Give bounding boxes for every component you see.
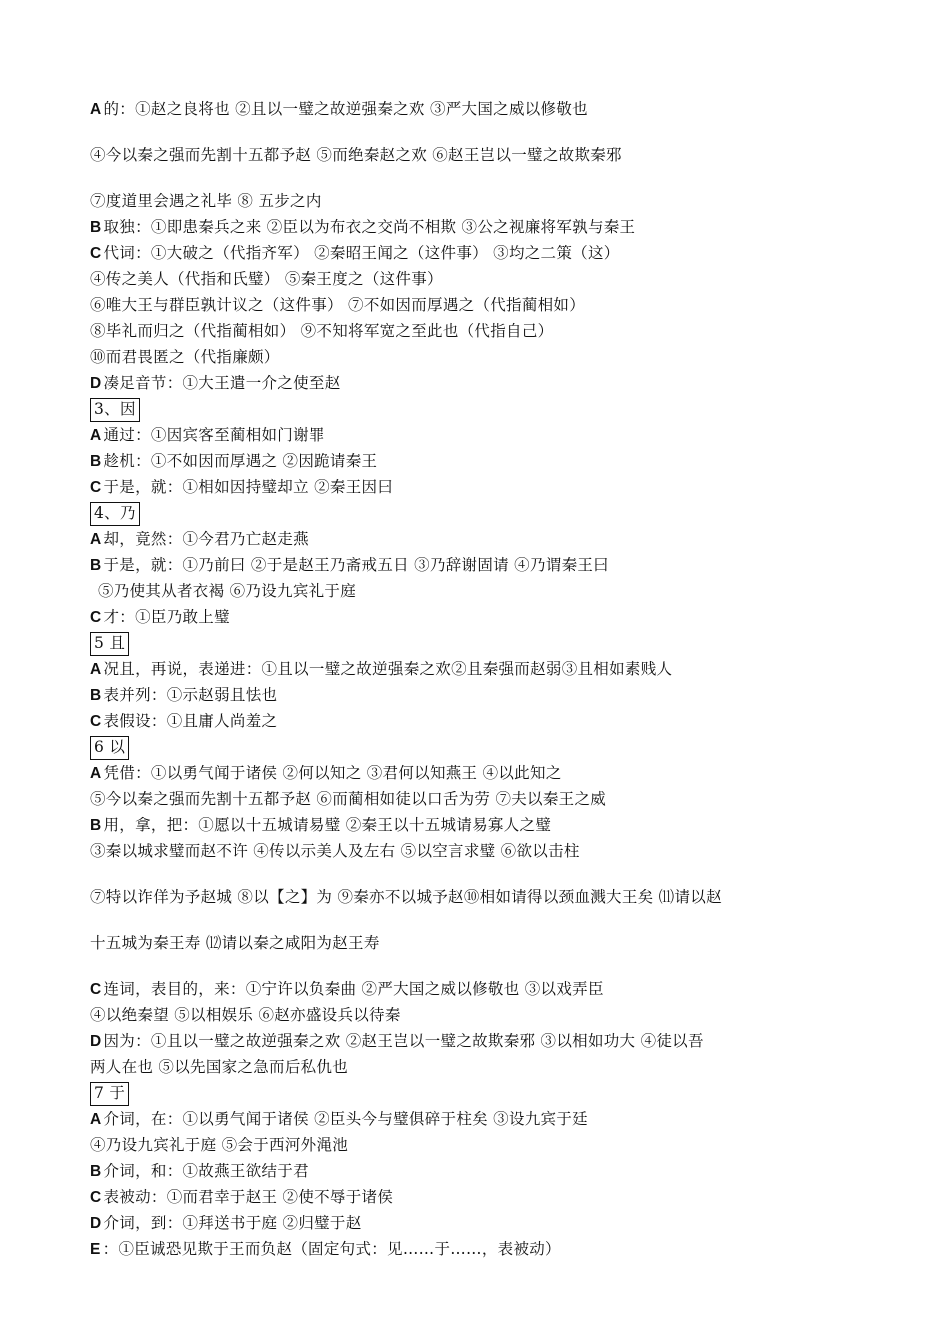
heading-text: 5 且 [90, 632, 129, 656]
heading-text: 3、因 [90, 398, 140, 422]
text-line [90, 812, 860, 838]
item-label: C [90, 981, 102, 998]
text-line [90, 1028, 860, 1054]
item-label: B [90, 557, 102, 574]
section-heading [90, 500, 860, 526]
text-line [90, 266, 860, 292]
text-line [90, 884, 860, 910]
line-text: ⑥唯大王与群臣孰计议之（这件事） ⑦不如因而厚遇之（代指蔺相如） [90, 296, 586, 314]
line-text: ④传之美人（代指和氏璧） ⑤秦王度之（这件事） [90, 270, 443, 288]
section-heading [90, 734, 860, 760]
line-text: 介词，和：①故燕王欲结于君 [103, 1162, 309, 1180]
text-line [90, 370, 860, 396]
item-label: B [90, 453, 102, 470]
line-text: 的：①赵之良将也 ②且以一璧之故逆强秦之欢 ③严大国之威以修敬也 [103, 100, 588, 118]
heading-text: 7 于 [90, 1082, 129, 1106]
text-line [90, 1106, 860, 1132]
line-text: ⑤乃使其从者衣褐 ⑥乃设九宾礼于庭 [98, 582, 357, 600]
line-text: 介词，到：①拜送书于庭 ②归璧于赵 [103, 1214, 362, 1232]
line-text: 凑足音节：①大王遣一介之使至赵 [103, 374, 341, 392]
line-text: 于是，就：①相如因持璧却立 ②秦王因曰 [103, 478, 394, 496]
text-line [90, 838, 860, 864]
item-label: B [90, 687, 102, 704]
line-text: 况且，再说，表递进：①且以一璧之故逆强秦之欢②且秦强而赵弱③且相如素贱人 [103, 660, 673, 678]
text-line [90, 1132, 860, 1158]
heading-text: 6 以 [90, 736, 129, 760]
document-body [90, 96, 860, 1262]
line-text: 凭借：①以勇气闻于诸侯 ②何以知之 ③君何以知燕王 ④以此知之 [103, 764, 562, 782]
item-label: A [90, 427, 102, 444]
item-label: A [90, 101, 102, 118]
text-line [90, 604, 860, 630]
text-line [90, 1002, 860, 1028]
item-label: A [90, 765, 102, 782]
text-line [90, 708, 860, 734]
line-text: 用，拿，把：①愿以十五城请易璧 ②秦王以十五城请易寡人之璧 [103, 816, 552, 834]
line-text: ⑦度道里会遇之礼毕 ⑧ 五步之内 [90, 192, 322, 210]
section-heading [90, 630, 860, 656]
text-line [90, 422, 860, 448]
line-text: 取独：①即患秦兵之来 ②臣以为布衣之交尚不相欺 ③公之视廉将军孰与秦王 [103, 218, 636, 236]
item-label: C [90, 245, 102, 262]
text-line [90, 188, 860, 214]
text-line [90, 682, 860, 708]
text-line [90, 1210, 860, 1236]
text-line [90, 760, 860, 786]
section-heading [90, 396, 860, 422]
text-line [90, 1054, 860, 1080]
line-text: ⑧毕礼而归之（代指蔺相如） ⑨不知将军宽之至此也（代指自己） [90, 322, 554, 340]
text-line [90, 448, 860, 474]
line-text: ：①臣诚恐见欺于王而负赵（固定句式：见……于……，表被动） [102, 1240, 561, 1258]
text-line [90, 1236, 860, 1262]
line-text: 通过：①因宾客至蔺相如门谢罪 [103, 426, 325, 444]
text-line [90, 240, 860, 266]
text-line [90, 292, 860, 318]
item-label: C [90, 479, 102, 496]
text-line [90, 1158, 860, 1184]
item-label: B [90, 219, 102, 236]
item-label: B [90, 817, 102, 834]
item-label: D [90, 375, 102, 392]
text-line [90, 656, 860, 682]
line-text: ⑦特以诈佯为予赵城 ⑧以【之】为 ⑨秦亦不以城予赵⑩相如请得以颈血溅大王矣 ⑾请以赵 [90, 888, 722, 906]
item-label: C [90, 713, 102, 730]
line-text: ④乃设九宾礼于庭 ⑤会于西河外渑池 [90, 1136, 349, 1154]
line-text: ③秦以城求璧而赵不许 ④传以示美人及左右 ⑤以空言求璧 ⑥欲以击柱 [90, 842, 580, 860]
line-text: 因为：①且以一璧之故逆强秦之欢 ②赵王岂以一璧之故欺秦邪 ③以相如功大 ④徒以吾 [103, 1032, 704, 1050]
item-label: A [90, 531, 102, 548]
line-text: 介词，在：①以勇气闻于诸侯 ②臣头今与璧俱碎于柱矣 ③设九宾于廷 [103, 1110, 588, 1128]
item-label: B [90, 1163, 102, 1180]
text-line [90, 318, 860, 344]
text-line [90, 1184, 860, 1210]
line-text: 却，竟然：①今君乃亡赵走燕 [103, 530, 309, 548]
text-line [90, 344, 860, 370]
line-text: 表被动：①而君幸于赵王 ②使不辱于诸侯 [103, 1188, 394, 1206]
text-line [90, 930, 860, 956]
item-label: C [90, 1189, 102, 1206]
item-label: A [90, 661, 102, 678]
heading-text: 4、乃 [90, 502, 140, 526]
line-text: ⑤今以秦之强而先割十五都予赵 ⑥而蔺相如徒以口舌为劳 ⑦夫以秦王之威 [90, 790, 607, 808]
line-text: ④以绝秦望 ⑤以相娱乐 ⑥赵亦盛设兵以待秦 [90, 1006, 401, 1024]
text-line [90, 142, 860, 168]
line-text: 于是，就：①乃前曰 ②于是赵王乃斋戒五日 ③乃辞谢固请 ④乃谓秦王曰 [103, 556, 609, 574]
line-text: 代词：①大破之（代指齐军） ②秦昭王闻之（这件事） ③均之二策（这） [103, 244, 620, 262]
text-line [90, 976, 860, 1002]
line-text: 才：①臣乃敢上璧 [103, 608, 230, 626]
text-line [90, 474, 860, 500]
line-text: ④今以秦之强而先割十五都予赵 ⑤而绝秦赵之欢 ⑥赵王岂以一璧之故欺秦邪 [90, 146, 622, 164]
line-text: 十五城为秦王寿 ⑿请以秦之咸阳为赵王寿 [90, 934, 380, 952]
item-label: D [90, 1033, 102, 1050]
text-line [90, 526, 860, 552]
text-line [90, 96, 860, 122]
line-text: 表并列：①示赵弱且怯也 [103, 686, 278, 704]
text-line [90, 786, 860, 812]
line-text: 连词，表目的，来：①宁许以负秦曲 ②严大国之威以修敬也 ③以戏弄臣 [103, 980, 604, 998]
section-heading [90, 1080, 860, 1106]
line-text: 趁机：①不如因而厚遇之 ②因跪请秦王 [103, 452, 378, 470]
line-text: 表假设：①且庸人尚羞之 [103, 712, 278, 730]
item-label: C [90, 609, 102, 626]
text-line [90, 552, 860, 578]
line-text: ⑩而君畏匿之（代指廉颇） [90, 348, 280, 366]
item-label: E [90, 1241, 101, 1258]
item-label: D [90, 1215, 102, 1232]
text-line [90, 578, 860, 604]
item-label: A [90, 1111, 102, 1128]
line-text: 两人在也 ⑤以先国家之急而后私仇也 [90, 1058, 349, 1076]
text-line [90, 214, 860, 240]
